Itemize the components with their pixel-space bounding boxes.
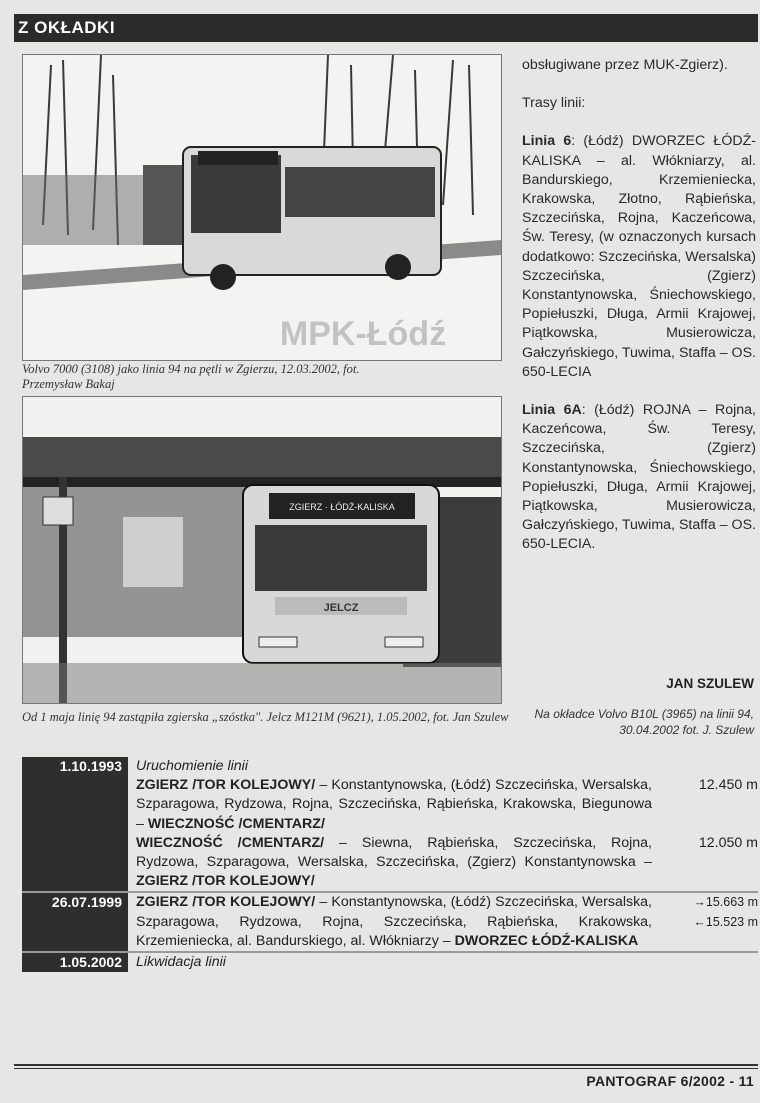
photo-watermark: MPK-Łódź bbox=[279, 315, 447, 353]
photo-volvo-7000 bbox=[22, 54, 502, 361]
bus-photo-illustration bbox=[23, 55, 501, 360]
history-heading: Uruchomienie linii bbox=[136, 758, 248, 774]
photo-1-caption: Volvo 7000 (3108) jako linia 94 na pętli w Zgierzu, 12.03.2002, fot. Przemysław Bakaj bbox=[22, 362, 360, 391]
destination-sign: ZGIERZ · ŁÓDŹ-KALISKA bbox=[289, 502, 395, 512]
line-6a-label: Linia 6A bbox=[522, 402, 582, 419]
history-heading: Likwidacja linii bbox=[136, 954, 226, 971]
route-distance-return: ←15.523 m bbox=[693, 914, 758, 929]
route-variant: ZGIERZ /TOR KOLEJOWY/ – Konstantynowska, (Łódź) Szczecińska, Wersalska, Szparagowa, Rydzowa, Rojna, Szczecińska, Rąbieńska, Krakowska, Biegunowa – WIECZNOŚĆ /CMENTARZ/ bbox=[136, 777, 653, 832]
history-date: 26.07.1999 bbox=[22, 893, 128, 951]
route-distance: 12.050 m bbox=[698, 834, 758, 851]
footer-rule-thin bbox=[14, 1068, 758, 1069]
page-footer: PANTOGRAF 6/2002 - 11 bbox=[586, 1073, 754, 1089]
line-6a-route: ROJNA – Rojna, Kaczeńcowa, Św. Teresy, Szczecińska, (Zgierz) Konstantynowska, Śniechowskiego, Popiełuszki, Długa, Armii Krajowej, Piątkowska, Musierowicza, Gałczyńskiego, Tuwima, Staffa – OS. 650-LECIA. bbox=[522, 402, 756, 553]
bus-photo-illustration-2 bbox=[23, 397, 501, 703]
route-variant: ZGIERZ /TOR KOLEJOWY/ – Konstantynowska, (Łódź) Szczecińska, Wersalska, Szparagowa, Rydzowa, Rojna, Szczecińska, Rąbieńska, Krakowska, Krzemieniecka, al. Bandurskiego, al. Włókniarzy – DWORZEC ŁÓDŹ-KALISKA bbox=[136, 894, 653, 949]
cover-note: Na okładce Volvo B10L (3965) na linii 94, 30.04.2002 fot. J. Szulew bbox=[534, 707, 754, 737]
section-title: Z OKŁADKI bbox=[18, 18, 116, 37]
history-row bbox=[22, 953, 758, 972]
history-content bbox=[128, 757, 758, 891]
line-6-route: DWORZEC ŁÓDŹ-KALISKA – al. Włókniarzy, al. Bandurskiego, Krzemieniecka, Krakowska, Złotno, Rąbieńska, Szczecińska, Rojna, Kaczeńcowa, Św. Teresy, (w oznaczonych kursach dodatkowo: Szczecińska, Wersalska) Szczecińska, (Zgierz) Konstantynowska, Śniechowskiego, Popiełuszki, Długa, Armii Krajowej, Piątkowska, Musierowicza, Gałczyńskiego, Tuwima, Staffa – OS. 650-LECIA bbox=[522, 133, 756, 380]
route-distance: 12.450 m bbox=[698, 777, 758, 794]
route-variant: WIECZNOŚĆ /CMENTARZ/ – Siewna, Rąbieńska, Szczecińska, Rojna, Rydzowa, Szparagowa, Wersalska, Szczecińska, (Zgierz) Konstantynowska – ZGIERZ /TOR KOLEJOWY/ bbox=[136, 834, 652, 890]
article-author: JAN SZULEW bbox=[666, 676, 754, 691]
article-column bbox=[522, 56, 756, 574]
line-history-table bbox=[22, 757, 758, 972]
article-line-6a: Linia 6A: (Łódź) ROJNA – Rojna, Kaczeńcowa, Św. Teresy, Szczecińska, (Zgierz) Konstantynowska, Śniechowskiego, Popiełuszki, Długa, Armii Krajowej, Piątkowska, Musierowicza, Gałczyńskiego, Tuwima, Staffa – OS. 650-LECIA. bbox=[522, 402, 756, 553]
line-6-label: Linia 6 bbox=[522, 133, 572, 150]
footer-rule bbox=[14, 1064, 758, 1066]
history-row bbox=[22, 757, 758, 891]
section-header-bar bbox=[14, 14, 758, 42]
history-date: 1.10.1993 bbox=[22, 757, 128, 891]
history-content bbox=[128, 953, 758, 972]
photo-jelcz-m121m bbox=[22, 396, 502, 704]
history-content bbox=[128, 893, 758, 951]
history-row bbox=[22, 893, 758, 951]
route-distance-forward: →15.663 m bbox=[693, 895, 758, 910]
article-paragraph-intro: obsługiwane przez MUK-Zgierz). bbox=[522, 57, 728, 73]
photo-2-caption: Od 1 maja linię 94 zastąpiła zgierska „szóstka". Jelcz M121M (9621), 1.05.2002, fot. Jan Szulew bbox=[22, 710, 509, 724]
history-date: 1.05.2002 bbox=[22, 953, 128, 972]
bus-brand: JELCZ bbox=[323, 602, 359, 614]
article-line-6: Linia 6: (Łódź) DWORZEC ŁÓDŹ-KALISKA – al. Włókniarzy, al. Bandurskiego, Krzemieniecka, Krakowska, Złotno, Rąbieńska, Szczecińska, Rojna, Kaczeńcowa, Św. Teresy, (w oznaczonych kursach dodatkowo: Szczecińska, Wersalska) Szczecińska, (Zgierz) Konstantynowska, Śniechowskiego, Popiełuszki, Długa, Armii Krajowej, Piątkowska, Musierowicza, Gałczyńskiego, Tuwima, Staffa – OS. 650-LECIA bbox=[522, 133, 756, 380]
article-routes-heading: Trasy linii: bbox=[522, 95, 586, 112]
